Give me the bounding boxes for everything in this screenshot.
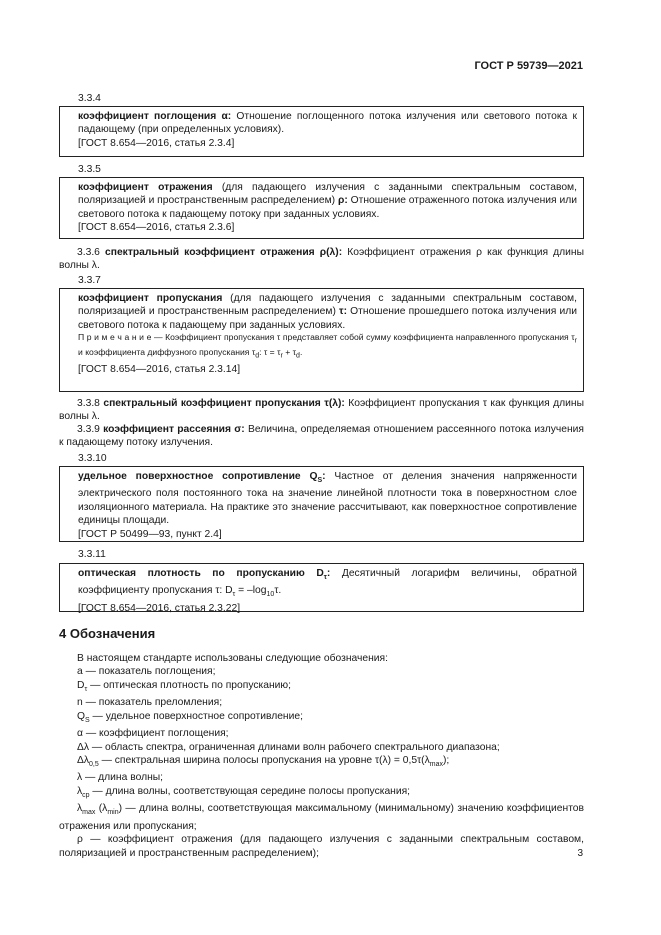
list-item: α — коэффициент поглощения; xyxy=(77,728,229,740)
clause-3-3-8 xyxy=(59,397,584,424)
term: коэффициент рассеяния σ: xyxy=(103,424,245,435)
subscript: S xyxy=(317,477,323,485)
note-label: П р и м е ч а н и е xyxy=(78,332,152,343)
definition-box xyxy=(59,288,584,392)
definition: τ. xyxy=(274,585,282,597)
term: коэффициент поглощения xyxy=(78,111,217,122)
subscript: τ xyxy=(232,591,236,599)
source-reference: [ГОСТ 8.654—2016, статья 2.3.22] xyxy=(78,602,241,614)
clause-number: 3.3.6 xyxy=(77,247,100,258)
clause-3-3-9 xyxy=(59,423,584,450)
symbol: ρ: xyxy=(337,195,348,207)
list-item: n — показатель преломления; xyxy=(77,697,223,709)
term: коэффициент пропускания xyxy=(78,293,223,304)
clause-number: 3.3.9 xyxy=(77,424,100,435)
definition: Десятичный логарифм величины, обратной коэффициенту пропускания τ: D xyxy=(78,568,577,597)
subscript: r xyxy=(280,353,283,361)
section-title: 4 Обозначения xyxy=(59,626,156,641)
symbol: α: xyxy=(221,111,232,122)
definition-box xyxy=(59,563,584,612)
subscript: 10 xyxy=(266,591,275,599)
term: коэффициент отражения xyxy=(78,182,213,193)
list-item: $\lambda_{ср}$ — длина волны, соответствующая середине полосы пропускания; xyxy=(77,785,411,799)
note-text: и коэффициента диффузного пропускания τ xyxy=(78,347,256,358)
source-reference: [ГОСТ 8.654—2016, статья 2.3.6] xyxy=(78,222,235,234)
subscript: d xyxy=(255,353,260,361)
subscript: r xyxy=(574,337,577,345)
list-item: $\lambda_{max}$ $(\lambda_{min})$ — длина волны, соответствующая максимальному (минимальному) значению коэффициентов отражения или пропускания; xyxy=(59,803,584,832)
definition: Величина, определяемая отношением рассеянного потока излучения к падающему потоку излучения. xyxy=(59,424,584,449)
definition: Коэффициент отражения ρ как функция длины волны λ. xyxy=(59,247,584,272)
list-item: $D_\tau$ — оптическая плотность по пропусканию; xyxy=(77,679,291,693)
term: спектральный коэффициент отражения ρ(λ): xyxy=(105,247,343,258)
definition: Отношение поглощенного потока излучения или светового потока к падающему (при определенных условиях). xyxy=(78,111,577,136)
list-item: Δλ — область спектра, ограниченная длинами волн рабочего спектрального диапазона; xyxy=(77,741,500,753)
note-text: : τ = τ xyxy=(259,347,281,358)
term-condition: (для падающего излучения с заданными спектральным составом, поляризацией и пространственным распределением) xyxy=(78,182,577,207)
source-reference: [ГОСТ 8.654—2016, статья 2.3.14] xyxy=(78,363,241,375)
clause-3-3-6 xyxy=(59,246,584,273)
clause-number: 3.3.10 xyxy=(78,453,107,464)
term: оптическая плотность по пропусканию $D_\tau$: xyxy=(78,568,331,582)
clause-number: 3.3.8 xyxy=(77,398,100,409)
source-reference: [ГОСТ 8.654—2016, статья 2.3.4] xyxy=(78,137,235,149)
term: удельное поверхностное сопротивление $Q_S$: xyxy=(78,471,326,485)
clause-number: 3.3.5 xyxy=(78,164,101,175)
definition: Частное от деления значения напряженности электрического поля постоянного тока на значение линейной плотности тока в поверхностном слое изоляционного материала. На практике это значение рассчитывают, как поверхностное сопротивление единицы площади. xyxy=(78,471,577,527)
list-item: $Q_S$ — удельное поверхностное сопротивление; xyxy=(77,710,303,724)
clause-number: 3.3.7 xyxy=(78,275,101,286)
clause-number: 3.3.11 xyxy=(78,549,106,560)
symbol: τ: xyxy=(339,306,348,318)
definition-box xyxy=(59,466,584,542)
term: спектральный коэффициент пропускания τ(λ): xyxy=(103,398,345,409)
symbols-list xyxy=(59,652,584,860)
subscript: d xyxy=(296,353,300,361)
page-number: 3 xyxy=(577,848,583,859)
definition: = –log xyxy=(235,585,267,597)
list-item: $\Delta\lambda_{0,5}$ — спектральная ширина полосы пропускания на уровне $\tau(\lambda) = 0,5\tau(\lambda_{max})$; xyxy=(77,754,450,768)
definition-box xyxy=(59,106,584,157)
list-intro: В настоящем стандарте использованы следующие обозначения: xyxy=(77,653,388,664)
standard-header: ГОСТ Р 59739—2021 xyxy=(474,60,583,72)
definition: Отношение отраженного потока излучения или светового потока к падающему потоку при заданных условиях. xyxy=(78,195,577,220)
source-reference: [ГОСТ Р 50499—93, пункт 2.4] xyxy=(78,528,222,540)
subscript: τ xyxy=(323,574,327,582)
definition: Коэффициент пропускания τ как функция длины волны λ. xyxy=(59,398,584,423)
note-text: — Коэффициент пропускания τ представляет собой сумму коэффициента направленного пропускания τ xyxy=(151,332,575,343)
clause-number: 3.3.4 xyxy=(78,93,101,104)
term-condition: (для падающего излучения с заданными спектральным составом, поляризацией и пространственным распределением) xyxy=(78,293,577,318)
list-item: ρ — коэффициент отражения (для падающего излучения с заданными спектральным составом, поляризацией и пространственным распределением); xyxy=(59,834,584,859)
definition-box xyxy=(59,177,584,239)
list-item: a — показатель поглощения; xyxy=(77,666,216,678)
note: П р и м е ч а н и е — Коэффициент пропускания τ представляет собой сумму коэффициента направленного пропускания $\tau_r$ и коэффициента диффузного пропускания $\tau_d$: $\tau = \tau_r + \tau_d$. xyxy=(78,332,577,361)
definition: Отношение прошедшего потока излучения или светового потока к падающему при заданных условиях. xyxy=(78,306,577,331)
list-item: λ — длина волны; xyxy=(77,772,164,784)
note-text: + τ xyxy=(282,347,297,358)
